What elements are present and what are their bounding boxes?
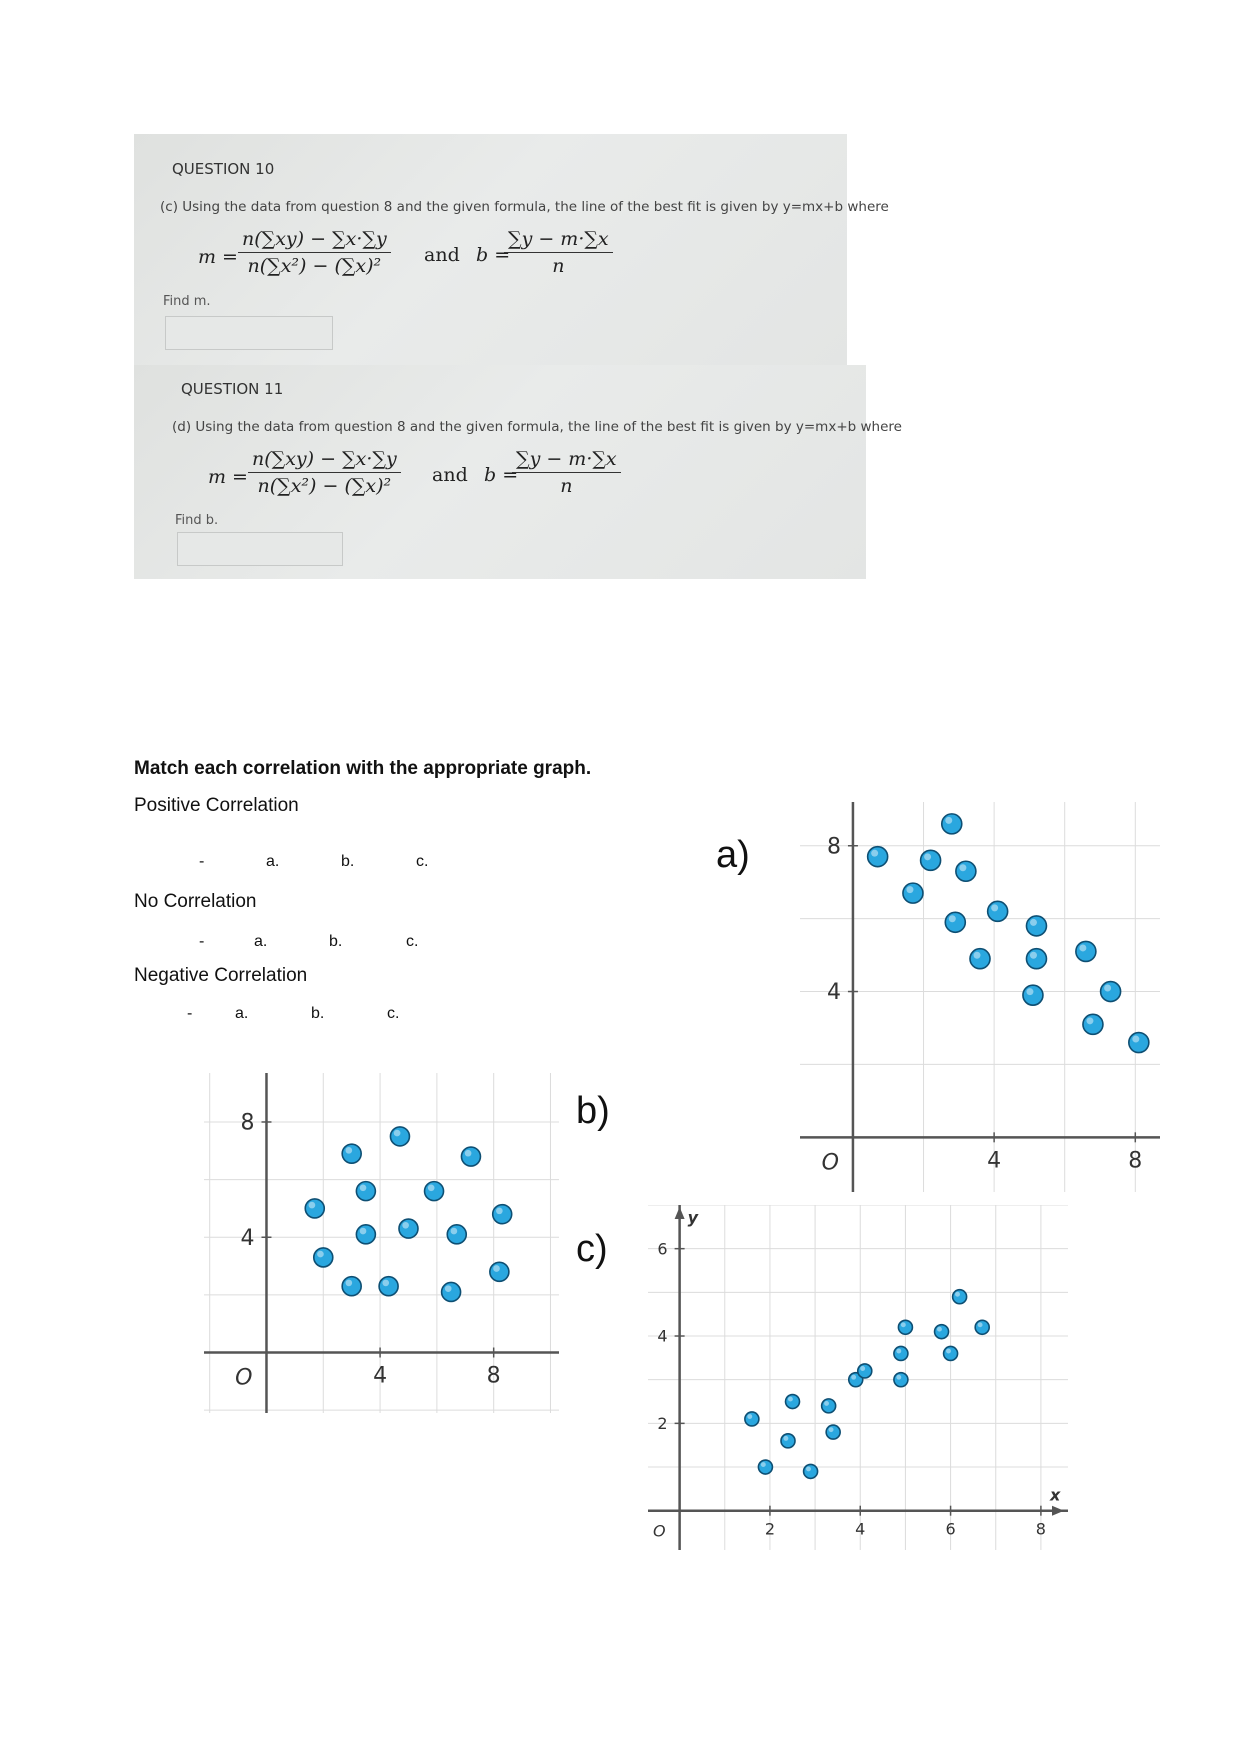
scatter-point: [305, 1199, 324, 1218]
question-11-text: (d) Using the data from question 8 and the given formula, the line of the best fit is given by y=mx+b where: [172, 419, 902, 435]
scatter-point-highlight: [346, 1280, 353, 1287]
scatter-plot-a: [800, 802, 1160, 1192]
scatter-point: [822, 1399, 836, 1413]
scatter-point-highlight: [346, 1147, 353, 1154]
scatter-point: [493, 1205, 512, 1224]
b-label: b =: [484, 464, 519, 486]
positive-option-a[interactable]: a.: [266, 853, 280, 870]
scatter-point-highlight: [851, 1375, 856, 1380]
scatter-point: [903, 883, 923, 903]
scatter-point: [461, 1147, 480, 1166]
scatter-point: [970, 949, 990, 969]
b-denominator: n: [560, 475, 573, 497]
origin-label: O: [821, 1150, 839, 1176]
scatter-point-highlight: [445, 1285, 452, 1292]
scatter-point: [356, 1182, 375, 1201]
scatter-point-highlight: [955, 1292, 960, 1297]
scatter-point: [868, 847, 888, 867]
scatter-point: [894, 1346, 908, 1360]
scatter-point-highlight: [991, 904, 998, 911]
scatter-plot-b: [204, 1073, 559, 1413]
scatter-point: [342, 1277, 361, 1296]
question-11-find-label: Find b.: [175, 513, 219, 528]
scatter-point-highlight: [974, 952, 981, 959]
scatter-point: [379, 1277, 398, 1296]
x-tick-label: 4: [373, 1363, 388, 1389]
scatter-point: [490, 1262, 509, 1281]
scatter-point-highlight: [1079, 944, 1086, 951]
and-label: and: [432, 464, 468, 486]
scatter-point-highlight: [959, 864, 966, 871]
b-numerator: ∑y − m·∑x: [512, 448, 621, 473]
scatter-point: [953, 1290, 967, 1304]
question-11-answer-input[interactable]: [177, 532, 343, 566]
scatter-point: [442, 1282, 461, 1301]
category-negative-correlation: Negative Correlation: [134, 965, 308, 986]
scatter-point: [1026, 916, 1046, 936]
question-10-panel: [134, 134, 889, 365]
scatter-point: [804, 1464, 818, 1478]
no-correlation-option-c[interactable]: c.: [406, 933, 419, 950]
scatter-point: [1083, 1014, 1103, 1034]
matching-heading: Match each correlation with the appropriate graph.: [134, 758, 592, 779]
scatter-point-highlight: [924, 853, 931, 860]
y-tick-label: 8: [240, 1110, 255, 1136]
m-label: m =: [208, 466, 248, 488]
y-tick-label: 4: [826, 980, 841, 1006]
x-tick-label: 8: [486, 1363, 501, 1389]
scatter-point-highlight: [1030, 919, 1037, 926]
scatter-point-highlight: [896, 1349, 901, 1354]
scatter-point: [898, 1320, 912, 1334]
positive-dash: -: [199, 853, 205, 870]
scatter-point: [342, 1144, 361, 1163]
x-tick-label: 4: [987, 1148, 1002, 1174]
scatter-point-highlight: [382, 1280, 389, 1287]
question-10-title: QUESTION 10: [172, 160, 275, 178]
question-10-text: (c) Using the data from question 8 and the given formula, the line of the best fit is given by y=mx+b where: [160, 199, 889, 215]
y-tick-label: 8: [826, 834, 841, 860]
scatter-point: [944, 1346, 958, 1360]
scatter-point-highlight: [309, 1202, 316, 1209]
scatter-point: [1101, 982, 1121, 1002]
question-10-formula: [198, 228, 758, 288]
scatter-point-highlight: [1026, 988, 1033, 995]
m-numerator: n(∑xy) − ∑x·∑y: [238, 228, 391, 253]
scatter-point: [975, 1320, 989, 1334]
plot-background: [204, 1073, 559, 1413]
scatter-point-highlight: [360, 1184, 367, 1191]
scatter-point: [1023, 985, 1043, 1005]
scatter-point-highlight: [394, 1130, 401, 1137]
scatter-point-highlight: [896, 1375, 901, 1380]
m-numerator: n(∑xy) − ∑x·∑y: [248, 448, 401, 473]
question-10-find-label: Find m.: [163, 294, 211, 309]
scatter-point: [356, 1225, 375, 1244]
no-correlation-dash: -: [199, 933, 205, 950]
scatter-point: [1129, 1033, 1149, 1053]
origin-label: O: [235, 1365, 253, 1391]
y-tick-label: 4: [240, 1225, 255, 1251]
graph-a-label: a): [716, 834, 750, 876]
scatter-point-highlight: [949, 915, 956, 922]
scatter-point-highlight: [360, 1228, 367, 1235]
scatter-point: [425, 1182, 444, 1201]
scatter-point-highlight: [824, 1401, 829, 1406]
scatter-point: [988, 901, 1008, 921]
m-denominator: n(∑x²) − (∑x)²: [247, 255, 382, 277]
x-axis-label: x: [1050, 1485, 1061, 1505]
scatter-point: [942, 814, 962, 834]
x-tick-label: 6: [945, 1519, 956, 1539]
no-correlation-option-a[interactable]: a.: [254, 933, 268, 950]
scatter-point: [894, 1373, 908, 1387]
positive-option-b[interactable]: b.: [341, 853, 355, 870]
scatter-point: [921, 850, 941, 870]
no-correlation-option-b[interactable]: b.: [329, 933, 343, 950]
scatter-point-highlight: [871, 850, 878, 857]
y-tick-label: 4: [657, 1326, 668, 1346]
m-fraction: [248, 448, 401, 497]
scatter-point-highlight: [317, 1251, 324, 1258]
negative-option-b[interactable]: b.: [311, 1005, 325, 1022]
question-11-formula: [208, 448, 768, 508]
category-positive-correlation: Positive Correlation: [134, 795, 299, 816]
question-11-panel: [134, 365, 902, 579]
scatter-point: [781, 1434, 795, 1448]
scatter-point-highlight: [761, 1462, 766, 1467]
y-tick-label: 2: [657, 1413, 668, 1433]
negative-dash: -: [187, 1005, 193, 1022]
scatter-point-highlight: [946, 1349, 951, 1354]
m-denominator: n(∑x²) − (∑x)²: [257, 475, 392, 497]
scatter-point-highlight: [493, 1265, 500, 1272]
y-axis-label: y: [687, 1208, 699, 1227]
scatter-point-highlight: [465, 1150, 472, 1157]
scatter-point-highlight: [783, 1436, 788, 1441]
scatter-point: [745, 1412, 759, 1426]
scatter-point-highlight: [901, 1322, 906, 1327]
scatter-point-highlight: [428, 1184, 435, 1191]
scatter-point-highlight: [860, 1366, 865, 1371]
scatter-point-highlight: [1132, 1036, 1139, 1043]
scatter-point: [826, 1425, 840, 1439]
scatter-point: [935, 1325, 949, 1339]
b-numerator: ∑y − m·∑x: [504, 228, 613, 253]
scatter-point-highlight: [906, 886, 913, 893]
scatter-point-highlight: [402, 1222, 409, 1229]
negative-option-c[interactable]: c.: [387, 1005, 400, 1022]
x-tick-label: 8: [1128, 1148, 1143, 1174]
x-tick-label: 8: [1035, 1519, 1046, 1539]
graph-c-label: c): [576, 1228, 608, 1270]
scatter-point-highlight: [788, 1397, 793, 1402]
and-label: and: [424, 244, 460, 266]
scatter-point-highlight: [1086, 1017, 1093, 1024]
y-tick-label: 6: [657, 1239, 668, 1259]
scatter-point: [390, 1127, 409, 1146]
scatter-point: [945, 912, 965, 932]
scatter-plot-c: [648, 1205, 1068, 1550]
origin-label: O: [653, 1521, 666, 1541]
scatter-point-highlight: [1104, 985, 1111, 992]
scatter-point-highlight: [806, 1466, 811, 1471]
question-11-title: QUESTION 11: [181, 380, 284, 398]
negative-option-a[interactable]: a.: [235, 1005, 249, 1022]
question-10-answer-input[interactable]: [165, 316, 333, 350]
scatter-point-highlight: [747, 1414, 752, 1419]
b-fraction: [512, 448, 621, 497]
scatter-point-highlight: [978, 1322, 983, 1327]
scatter-point: [956, 861, 976, 881]
scatter-point: [858, 1364, 872, 1378]
scatter-point: [786, 1395, 800, 1409]
graph-b-label: b): [576, 1090, 610, 1132]
scatter-point-highlight: [937, 1327, 942, 1332]
b-label: b =: [476, 244, 511, 266]
scatter-point: [1076, 941, 1096, 961]
m-fraction: [238, 228, 391, 277]
positive-option-c[interactable]: c.: [416, 853, 429, 870]
scatter-point-highlight: [451, 1228, 458, 1235]
scatter-point-highlight: [1030, 952, 1037, 959]
m-label: m =: [198, 246, 238, 268]
scatter-point: [1026, 949, 1046, 969]
scatter-point-highlight: [496, 1208, 503, 1215]
scatter-point-highlight: [829, 1427, 834, 1432]
x-tick-label: 2: [764, 1519, 776, 1539]
scatter-point: [399, 1219, 418, 1238]
scatter-point: [447, 1225, 466, 1244]
b-denominator: n: [552, 255, 565, 277]
scatter-point-highlight: [945, 817, 952, 824]
category-no-correlation: No Correlation: [134, 891, 257, 912]
scatter-point: [758, 1460, 772, 1474]
x-tick-label: 4: [855, 1519, 866, 1539]
scatter-point: [314, 1248, 333, 1267]
b-fraction: [504, 228, 613, 277]
